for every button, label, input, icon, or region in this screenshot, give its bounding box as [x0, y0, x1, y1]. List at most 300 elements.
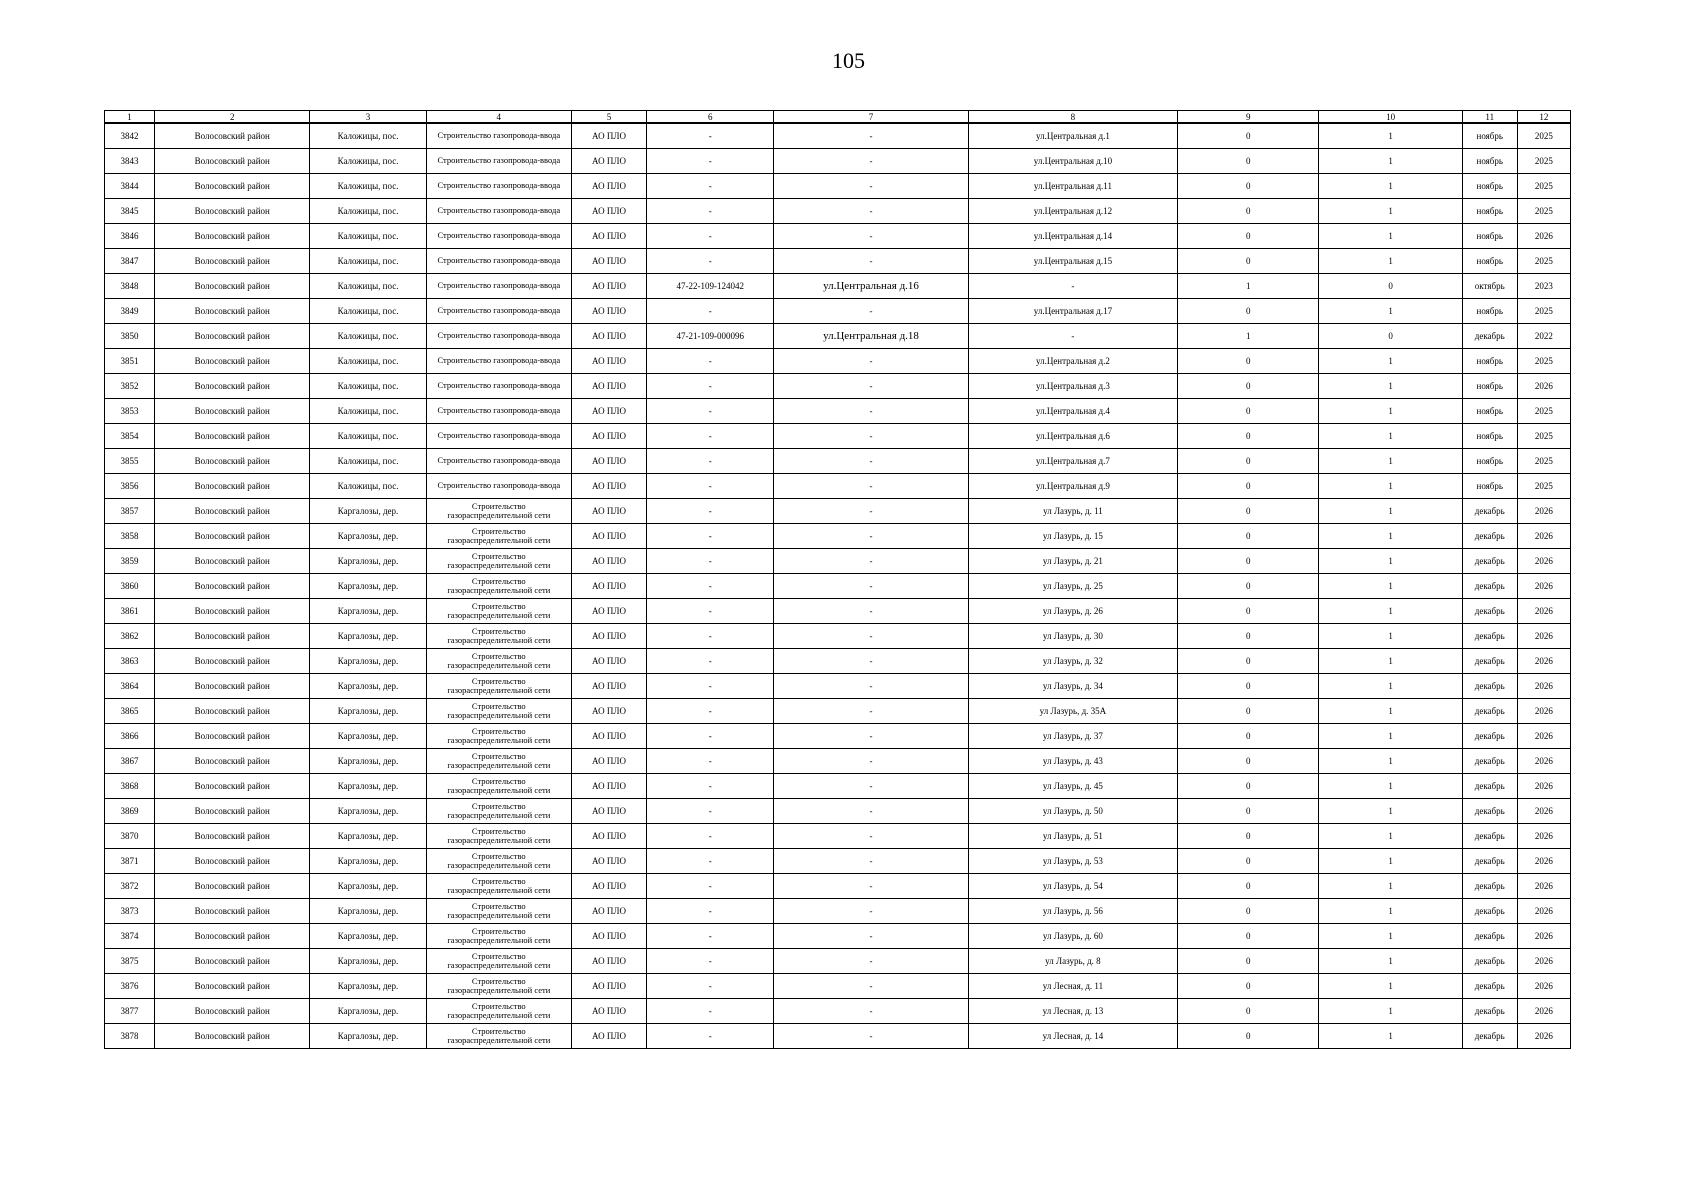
- column-header-10: 10: [1319, 111, 1462, 124]
- cell-district: Волосовский район: [155, 848, 310, 873]
- column-header-1: 1: [105, 111, 155, 124]
- cell-object-type: Строительство газопровода-ввода: [426, 198, 571, 223]
- cell-row-number: 3877: [105, 998, 155, 1023]
- cell-row-number: 3862: [105, 623, 155, 648]
- cell-month: декабрь: [1462, 623, 1517, 648]
- cell-address-built: -: [774, 923, 968, 948]
- cell-count-built: 0: [1178, 773, 1319, 798]
- cell-row-number: 3876: [105, 973, 155, 998]
- table-row: [105, 623, 1571, 648]
- cell-organization: АО ПЛО: [571, 1023, 646, 1048]
- table-row: [105, 173, 1571, 198]
- cell-row-number: 3860: [105, 573, 155, 598]
- cell-cadastral-number: -: [647, 673, 774, 698]
- cell-organization: АО ПЛО: [571, 698, 646, 723]
- cell-count-built: 0: [1178, 423, 1319, 448]
- cell-district: Волосовский район: [155, 748, 310, 773]
- cell-object-type: Строительство газораспределительной сети: [426, 998, 571, 1023]
- column-header-7: 7: [774, 111, 968, 124]
- cell-address-built: -: [774, 173, 968, 198]
- cell-count-planned: 1: [1319, 648, 1462, 673]
- table-row: [105, 323, 1571, 348]
- cell-cadastral-number: -: [647, 898, 774, 923]
- cell-count-built: 0: [1178, 748, 1319, 773]
- cell-row-number: 3870: [105, 823, 155, 848]
- cell-row-number: 3855: [105, 448, 155, 473]
- cell-organization: АО ПЛО: [571, 323, 646, 348]
- cell-settlement: Каргалозы, дер.: [310, 873, 426, 898]
- cell-address-planned: ул.Центральная д.11: [968, 173, 1177, 198]
- cell-district: Волосовский район: [155, 298, 310, 323]
- cell-year: 2026: [1517, 623, 1570, 648]
- cell-organization: АО ПЛО: [571, 748, 646, 773]
- column-header-12: 12: [1517, 111, 1570, 124]
- cell-address-built: -: [774, 698, 968, 723]
- table-row: [105, 498, 1571, 523]
- cell-settlement: Каложицы, пос.: [310, 248, 426, 273]
- table-row: [105, 948, 1571, 973]
- table-row: [105, 998, 1571, 1023]
- cell-row-number: 3842: [105, 123, 155, 148]
- cell-district: Волосовский район: [155, 623, 310, 648]
- cell-count-planned: 1: [1319, 898, 1462, 923]
- cell-object-type: Строительство газопровода-ввода: [426, 248, 571, 273]
- cell-address-planned: ул Лазурь, д. 60: [968, 923, 1177, 948]
- cell-settlement: Каргалозы, дер.: [310, 498, 426, 523]
- cell-month: декабрь: [1462, 598, 1517, 623]
- cell-address-built: -: [774, 748, 968, 773]
- cell-district: Волосовский район: [155, 873, 310, 898]
- table-row: [105, 898, 1571, 923]
- cell-object-type: Строительство газопровода-ввода: [426, 448, 571, 473]
- cell-count-planned: 1: [1319, 398, 1462, 423]
- cell-object-type: Строительство газопровода-ввода: [426, 123, 571, 148]
- cell-object-type: Строительство газораспределительной сети: [426, 873, 571, 898]
- cell-count-planned: 1: [1319, 998, 1462, 1023]
- cell-object-type: Строительство газораспределительной сети: [426, 723, 571, 748]
- column-header-6: 6: [647, 111, 774, 124]
- table-row: [105, 273, 1571, 298]
- cell-address-planned: ул.Центральная д.15: [968, 248, 1177, 273]
- cell-object-type: Строительство газопровода-ввода: [426, 273, 571, 298]
- cell-year: 2026: [1517, 973, 1570, 998]
- cell-year: 2026: [1517, 998, 1570, 1023]
- cell-address-planned: ул.Центральная д.4: [968, 398, 1177, 423]
- cell-cadastral-number: 47-21-109-000096: [647, 323, 774, 348]
- cell-address-planned: ул.Центральная д.3: [968, 373, 1177, 398]
- cell-month: декабрь: [1462, 873, 1517, 898]
- cell-district: Волосовский район: [155, 448, 310, 473]
- cell-count-built: 1: [1178, 273, 1319, 298]
- cell-organization: АО ПЛО: [571, 523, 646, 548]
- cell-address-planned: ул Лазурь, д. 51: [968, 823, 1177, 848]
- cell-year: 2026: [1517, 573, 1570, 598]
- cell-year: 2026: [1517, 923, 1570, 948]
- cell-cadastral-number: -: [647, 698, 774, 723]
- cell-count-planned: 1: [1319, 1023, 1462, 1048]
- cell-year: 2026: [1517, 723, 1570, 748]
- cell-year: 2026: [1517, 673, 1570, 698]
- cell-month: декабрь: [1462, 723, 1517, 748]
- cell-address-planned: ул.Центральная д.12: [968, 198, 1177, 223]
- cell-settlement: Каргалозы, дер.: [310, 723, 426, 748]
- cell-object-type: Строительство газораспределительной сети: [426, 923, 571, 948]
- cell-address-built: -: [774, 773, 968, 798]
- cell-address-planned: ул.Центральная д.14: [968, 223, 1177, 248]
- cell-district: Волосовский район: [155, 698, 310, 723]
- cell-address-planned: ул.Центральная д.7: [968, 448, 1177, 473]
- cell-count-planned: 1: [1319, 523, 1462, 548]
- column-header-9: 9: [1178, 111, 1319, 124]
- cell-row-number: 3878: [105, 1023, 155, 1048]
- cell-row-number: 3850: [105, 323, 155, 348]
- cell-cadastral-number: -: [647, 473, 774, 498]
- cell-year: 2025: [1517, 148, 1570, 173]
- cell-count-built: 0: [1178, 173, 1319, 198]
- cell-month: ноябрь: [1462, 373, 1517, 398]
- cell-month: ноябрь: [1462, 173, 1517, 198]
- cell-month: ноябрь: [1462, 248, 1517, 273]
- cell-year: 2025: [1517, 423, 1570, 448]
- cell-month: октябрь: [1462, 273, 1517, 298]
- cell-settlement: Каргалозы, дер.: [310, 973, 426, 998]
- table-row: [105, 223, 1571, 248]
- cell-organization: АО ПЛО: [571, 823, 646, 848]
- cell-count-built: 0: [1178, 798, 1319, 823]
- column-header-4: 4: [426, 111, 571, 124]
- cell-address-built: -: [774, 298, 968, 323]
- cell-district: Волосовский район: [155, 373, 310, 398]
- cell-address-planned: ул Лазурь, д. 11: [968, 498, 1177, 523]
- cell-row-number: 3869: [105, 798, 155, 823]
- cell-year: 2026: [1517, 598, 1570, 623]
- cell-settlement: Каложицы, пос.: [310, 223, 426, 248]
- cell-settlement: Каргалозы, дер.: [310, 798, 426, 823]
- cell-address-built: -: [774, 248, 968, 273]
- cell-count-built: 0: [1178, 848, 1319, 873]
- cell-year: 2025: [1517, 123, 1570, 148]
- cell-count-planned: 1: [1319, 798, 1462, 823]
- cell-year: 2026: [1517, 848, 1570, 873]
- cell-year: 2026: [1517, 648, 1570, 673]
- cell-address-planned: ул Лазурь, д. 26: [968, 598, 1177, 623]
- cell-count-planned: 1: [1319, 973, 1462, 998]
- cell-organization: АО ПЛО: [571, 973, 646, 998]
- cell-organization: АО ПЛО: [571, 223, 646, 248]
- cell-count-planned: 1: [1319, 723, 1462, 748]
- data-table-container: [104, 110, 1571, 1049]
- cell-organization: АО ПЛО: [571, 948, 646, 973]
- cell-district: Волосовский район: [155, 723, 310, 748]
- cell-district: Волосовский район: [155, 423, 310, 448]
- cell-address-built: -: [774, 948, 968, 973]
- cell-count-built: 0: [1178, 373, 1319, 398]
- cell-object-type: Строительство газораспределительной сети: [426, 548, 571, 573]
- cell-settlement: Каргалозы, дер.: [310, 523, 426, 548]
- cell-address-built: -: [774, 423, 968, 448]
- cell-organization: АО ПЛО: [571, 723, 646, 748]
- cell-month: ноябрь: [1462, 398, 1517, 423]
- cell-year: 2026: [1517, 1023, 1570, 1048]
- cell-cadastral-number: -: [647, 598, 774, 623]
- cell-settlement: Каргалозы, дер.: [310, 598, 426, 623]
- cell-row-number: 3871: [105, 848, 155, 873]
- cell-object-type: Строительство газораспределительной сети: [426, 848, 571, 873]
- cell-row-number: 3875: [105, 948, 155, 973]
- cell-month: ноябрь: [1462, 148, 1517, 173]
- cell-organization: АО ПЛО: [571, 248, 646, 273]
- cell-cadastral-number: -: [647, 973, 774, 998]
- table-row: [105, 423, 1571, 448]
- cell-address-built: -: [774, 123, 968, 148]
- cell-object-type: Строительство газораспределительной сети: [426, 573, 571, 598]
- cell-row-number: 3865: [105, 698, 155, 723]
- cell-settlement: Каложицы, пос.: [310, 298, 426, 323]
- cell-object-type: Строительство газопровода-ввода: [426, 323, 571, 348]
- cell-address-built: -: [774, 373, 968, 398]
- cell-organization: АО ПЛО: [571, 648, 646, 673]
- table-row: [105, 198, 1571, 223]
- cell-object-type: Строительство газопровода-ввода: [426, 398, 571, 423]
- cell-row-number: 3847: [105, 248, 155, 273]
- cell-row-number: 3846: [105, 223, 155, 248]
- cell-address-planned: ул.Центральная д.6: [968, 423, 1177, 448]
- cell-organization: АО ПЛО: [571, 298, 646, 323]
- cell-address-built: ул.Центральная д.16: [774, 273, 968, 298]
- cell-address-built: -: [774, 798, 968, 823]
- cell-count-planned: 1: [1319, 848, 1462, 873]
- cell-address-built: -: [774, 148, 968, 173]
- cell-address-planned: ул.Центральная д.17: [968, 298, 1177, 323]
- cell-month: декабрь: [1462, 698, 1517, 723]
- table-header: [105, 111, 1571, 124]
- cell-settlement: Каргалозы, дер.: [310, 998, 426, 1023]
- cell-address-built: -: [774, 448, 968, 473]
- cell-row-number: 3856: [105, 473, 155, 498]
- cell-organization: АО ПЛО: [571, 398, 646, 423]
- cell-count-planned: 1: [1319, 473, 1462, 498]
- cell-address-planned: ул Лазурь, д. 15: [968, 523, 1177, 548]
- cell-settlement: Каложицы, пос.: [310, 198, 426, 223]
- cell-count-built: 0: [1178, 698, 1319, 723]
- cell-count-built: 0: [1178, 623, 1319, 648]
- cell-count-planned: 1: [1319, 223, 1462, 248]
- table-row: [105, 923, 1571, 948]
- cell-address-planned: ул Лазурь, д. 50: [968, 798, 1177, 823]
- cell-count-built: 0: [1178, 298, 1319, 323]
- cell-district: Волосовский район: [155, 148, 310, 173]
- cell-district: Волосовский район: [155, 773, 310, 798]
- cell-object-type: Строительство газораспределительной сети: [426, 898, 571, 923]
- cell-object-type: Строительство газопровода-ввода: [426, 298, 571, 323]
- cell-row-number: 3874: [105, 923, 155, 948]
- cell-settlement: Каложицы, пос.: [310, 398, 426, 423]
- cell-district: Волосовский район: [155, 1023, 310, 1048]
- cell-district: Волосовский район: [155, 173, 310, 198]
- table-row: [105, 798, 1571, 823]
- cell-year: 2025: [1517, 448, 1570, 473]
- cell-month: декабрь: [1462, 773, 1517, 798]
- cell-organization: АО ПЛО: [571, 598, 646, 623]
- cell-count-planned: 1: [1319, 348, 1462, 373]
- cell-settlement: Каргалозы, дер.: [310, 948, 426, 973]
- cell-settlement: Каргалозы, дер.: [310, 623, 426, 648]
- cell-row-number: 3843: [105, 148, 155, 173]
- cell-cadastral-number: -: [647, 773, 774, 798]
- cell-count-built: 0: [1178, 1023, 1319, 1048]
- cell-organization: АО ПЛО: [571, 348, 646, 373]
- cell-address-built: -: [774, 498, 968, 523]
- page-number: 105: [832, 48, 865, 73]
- cell-row-number: 3852: [105, 373, 155, 398]
- cell-address-planned: ул.Центральная д.1: [968, 123, 1177, 148]
- cell-address-built: -: [774, 823, 968, 848]
- cell-count-built: 0: [1178, 198, 1319, 223]
- cell-object-type: Строительство газопровода-ввода: [426, 373, 571, 398]
- cell-object-type: Строительство газораспределительной сети: [426, 523, 571, 548]
- cell-organization: АО ПЛО: [571, 923, 646, 948]
- cell-count-planned: 1: [1319, 298, 1462, 323]
- table-row: [105, 648, 1571, 673]
- table-row: [105, 473, 1571, 498]
- column-header-11: 11: [1462, 111, 1517, 124]
- cell-count-planned: 1: [1319, 573, 1462, 598]
- table-row: [105, 873, 1571, 898]
- cell-address-planned: ул.Центральная д.10: [968, 148, 1177, 173]
- cell-month: ноябрь: [1462, 123, 1517, 148]
- cell-object-type: Строительство газопровода-ввода: [426, 348, 571, 373]
- cell-year: 2025: [1517, 198, 1570, 223]
- cell-month: ноябрь: [1462, 348, 1517, 373]
- cell-count-built: 0: [1178, 573, 1319, 598]
- cell-settlement: Каргалозы, дер.: [310, 923, 426, 948]
- cell-cadastral-number: -: [647, 123, 774, 148]
- table-row: [105, 348, 1571, 373]
- cell-count-planned: 1: [1319, 373, 1462, 398]
- column-header-2: 2: [155, 111, 310, 124]
- cell-organization: АО ПЛО: [571, 848, 646, 873]
- cell-row-number: 3854: [105, 423, 155, 448]
- cell-year: 2025: [1517, 248, 1570, 273]
- cell-count-built: 1: [1178, 323, 1319, 348]
- cell-address-built: -: [774, 198, 968, 223]
- cell-count-built: 0: [1178, 973, 1319, 998]
- cell-row-number: 3863: [105, 648, 155, 673]
- cell-count-planned: 1: [1319, 198, 1462, 223]
- cell-cadastral-number: -: [647, 373, 774, 398]
- cell-settlement: Каргалозы, дер.: [310, 748, 426, 773]
- cell-month: ноябрь: [1462, 448, 1517, 473]
- cell-settlement: Каложицы, пос.: [310, 373, 426, 398]
- cell-address-planned: ул Лазурь, д. 34: [968, 673, 1177, 698]
- cell-address-planned: -: [968, 273, 1177, 298]
- cell-cadastral-number: -: [647, 548, 774, 573]
- cell-settlement: Каложицы, пос.: [310, 273, 426, 298]
- cell-district: Волосовский район: [155, 923, 310, 948]
- cell-month: декабрь: [1462, 573, 1517, 598]
- cell-address-built: -: [774, 223, 968, 248]
- cell-settlement: Каложицы, пос.: [310, 348, 426, 373]
- cell-address-planned: ул Лазурь, д. 45: [968, 773, 1177, 798]
- cell-cadastral-number: 47-22-109-124042: [647, 273, 774, 298]
- cell-count-built: 0: [1178, 923, 1319, 948]
- cell-row-number: 3864: [105, 673, 155, 698]
- cell-year: 2025: [1517, 173, 1570, 198]
- cell-object-type: Строительство газопровода-ввода: [426, 173, 571, 198]
- cell-count-built: 0: [1178, 398, 1319, 423]
- cell-district: Волосовский район: [155, 648, 310, 673]
- cell-count-built: 0: [1178, 673, 1319, 698]
- cell-year: 2025: [1517, 473, 1570, 498]
- cell-count-built: 0: [1178, 123, 1319, 148]
- table-row: [105, 1023, 1571, 1048]
- cell-count-planned: 1: [1319, 948, 1462, 973]
- column-header-5: 5: [571, 111, 646, 124]
- cell-organization: АО ПЛО: [571, 123, 646, 148]
- cell-month: декабрь: [1462, 798, 1517, 823]
- cell-district: Волосовский район: [155, 473, 310, 498]
- cell-month: декабрь: [1462, 898, 1517, 923]
- cell-organization: АО ПЛО: [571, 148, 646, 173]
- cell-count-planned: 1: [1319, 773, 1462, 798]
- cell-address-planned: ул Лазурь, д. 37: [968, 723, 1177, 748]
- table-row: [105, 448, 1571, 473]
- cell-month: декабрь: [1462, 523, 1517, 548]
- cell-year: 2025: [1517, 348, 1570, 373]
- cell-object-type: Строительство газораспределительной сети: [426, 798, 571, 823]
- cell-count-built: 0: [1178, 723, 1319, 748]
- cell-object-type: Строительство газораспределительной сети: [426, 598, 571, 623]
- cell-year: 2026: [1517, 898, 1570, 923]
- cell-month: декабрь: [1462, 973, 1517, 998]
- cell-address-planned: ул Лазурь, д. 30: [968, 623, 1177, 648]
- cell-address-built: -: [774, 1023, 968, 1048]
- cell-district: Волосовский район: [155, 598, 310, 623]
- cell-year: 2026: [1517, 548, 1570, 573]
- cell-organization: АО ПЛО: [571, 273, 646, 298]
- cell-cadastral-number: -: [647, 798, 774, 823]
- cell-count-built: 0: [1178, 523, 1319, 548]
- cell-settlement: Каложицы, пос.: [310, 323, 426, 348]
- table-row: [105, 698, 1571, 723]
- cell-count-built: 0: [1178, 223, 1319, 248]
- table-row: [105, 748, 1571, 773]
- cell-month: ноябрь: [1462, 423, 1517, 448]
- cell-month: декабрь: [1462, 498, 1517, 523]
- cell-district: Волосовский район: [155, 898, 310, 923]
- cell-year: 2026: [1517, 873, 1570, 898]
- cell-count-planned: 1: [1319, 123, 1462, 148]
- cell-count-built: 0: [1178, 148, 1319, 173]
- cell-count-planned: 1: [1319, 173, 1462, 198]
- cell-district: Волосовский район: [155, 523, 310, 548]
- cell-cadastral-number: -: [647, 348, 774, 373]
- cell-row-number: 3849: [105, 298, 155, 323]
- cell-count-built: 0: [1178, 498, 1319, 523]
- cell-address-planned: ул Лазурь, д. 35А: [968, 698, 1177, 723]
- cell-cadastral-number: -: [647, 398, 774, 423]
- cell-district: Волосовский район: [155, 798, 310, 823]
- cell-cadastral-number: -: [647, 723, 774, 748]
- cell-cadastral-number: -: [647, 998, 774, 1023]
- cell-month: декабрь: [1462, 648, 1517, 673]
- cell-address-planned: -: [968, 323, 1177, 348]
- cell-district: Волосовский район: [155, 398, 310, 423]
- table-row: [105, 523, 1571, 548]
- cell-month: ноябрь: [1462, 473, 1517, 498]
- cell-month: декабрь: [1462, 1023, 1517, 1048]
- cell-settlement: Каргалозы, дер.: [310, 673, 426, 698]
